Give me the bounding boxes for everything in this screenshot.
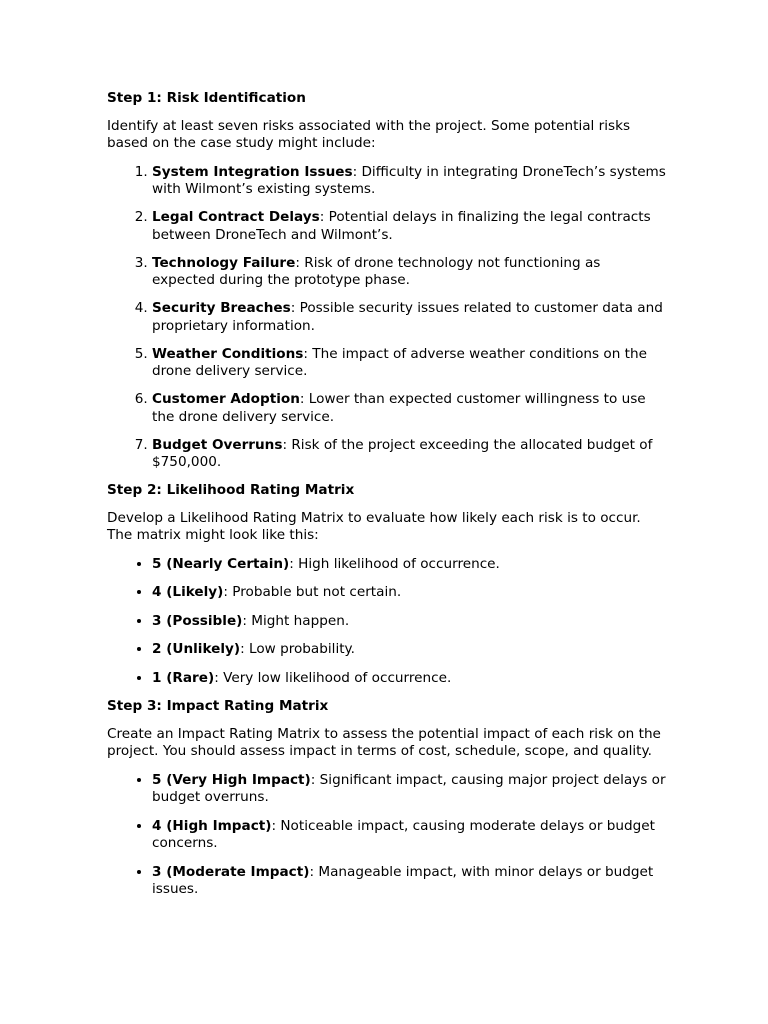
risk-term: Weather Conditions	[152, 345, 304, 362]
likelihood-term: 2 (Unlikely)	[152, 641, 241, 657]
step3-intro: Create an Impact Rating Matrix to assess the potential impact of each risk on the project. You should assess impact in terms of cost, schedule, scope, and quality.	[107, 725, 661, 759]
list-item	[152, 391, 667, 426]
step3-heading: Step 3: Impact Rating Matrix	[107, 698, 329, 714]
list-item	[152, 584, 667, 602]
likelihood-list	[107, 556, 667, 688]
risk-desc: : Difficulty in integrating DroneTech’s systems with Wilmont’s existing systems.	[152, 163, 666, 197]
list-item	[152, 613, 667, 631]
risk-term: Budget Overruns	[152, 436, 283, 453]
impact-term: 5 (Very High Impact)	[152, 771, 311, 788]
likelihood-desc: : Might happen.	[242, 612, 350, 629]
impact-desc: : Manageable impact, with minor delays or budget issues.	[152, 863, 654, 897]
impact-term: 3 (Moderate Impact)	[152, 863, 310, 880]
risk-term: System Integration Issues	[152, 163, 353, 180]
list-item	[152, 437, 667, 472]
document-page	[107, 90, 667, 910]
list-item	[152, 255, 667, 290]
risk-list	[107, 164, 667, 472]
step2-heading: Step 2: Likelihood Rating Matrix	[107, 482, 355, 498]
risk-desc: : Risk of drone technology not functioning as expected during the prototype phase.	[152, 254, 601, 288]
likelihood-desc: : Low probability.	[240, 641, 355, 657]
step2-intro: Develop a Likelihood Rating Matrix to evaluate how likely each risk is to occur. The matrix might look like this:	[107, 509, 641, 543]
likelihood-desc: : Very low likelihood of occurrence.	[214, 669, 452, 686]
impact-desc: : Noticeable impact, causing moderate delays or budget concerns.	[152, 817, 655, 851]
list-item	[152, 209, 667, 244]
risk-desc: : Possible security issues related to customer data and proprietary information.	[152, 300, 663, 334]
list-item	[152, 556, 667, 574]
likelihood-desc: : Probable but not certain.	[223, 584, 402, 600]
risk-term: Customer Adoption	[152, 391, 300, 407]
list-item	[152, 300, 667, 335]
risk-desc: : The impact of adverse weather conditions on the drone delivery service.	[152, 345, 647, 379]
step1-intro: Identify at least seven risks associated with the project. Some potential risks based on the case study might include:	[107, 117, 631, 151]
list-item	[152, 818, 667, 853]
list-item	[152, 772, 667, 807]
risk-desc: : Lower than expected customer willingness to use the drone delivery service.	[152, 391, 646, 425]
risk-desc: : Potential delays in finalizing the legal contracts between DroneTech and Wilmont’s.	[152, 209, 651, 243]
list-item	[152, 346, 667, 381]
impact-term: 4 (High Impact)	[152, 817, 272, 834]
likelihood-term: 1 (Rare)	[152, 669, 215, 686]
list-item	[152, 164, 667, 199]
risk-term: Legal Contract Delays	[152, 209, 320, 225]
list-item	[152, 670, 667, 688]
risk-desc: : Risk of the project exceeding the allocated budget of $750,000.	[152, 436, 653, 470]
impact-list	[107, 772, 667, 899]
impact-desc: : Significant impact, causing major project delays or budget overruns.	[152, 771, 666, 805]
likelihood-desc: : High likelihood of occurrence.	[289, 555, 500, 572]
risk-term: Security Breaches	[152, 300, 291, 316]
likelihood-term: 5 (Nearly Certain)	[152, 555, 290, 572]
step1-heading: Step 1: Risk Identification	[107, 90, 306, 106]
likelihood-term: 3 (Possible)	[152, 612, 243, 629]
likelihood-term: 4 (Likely)	[152, 584, 224, 600]
risk-term: Technology Failure	[152, 254, 296, 271]
list-item	[152, 864, 667, 899]
list-item	[152, 641, 667, 659]
